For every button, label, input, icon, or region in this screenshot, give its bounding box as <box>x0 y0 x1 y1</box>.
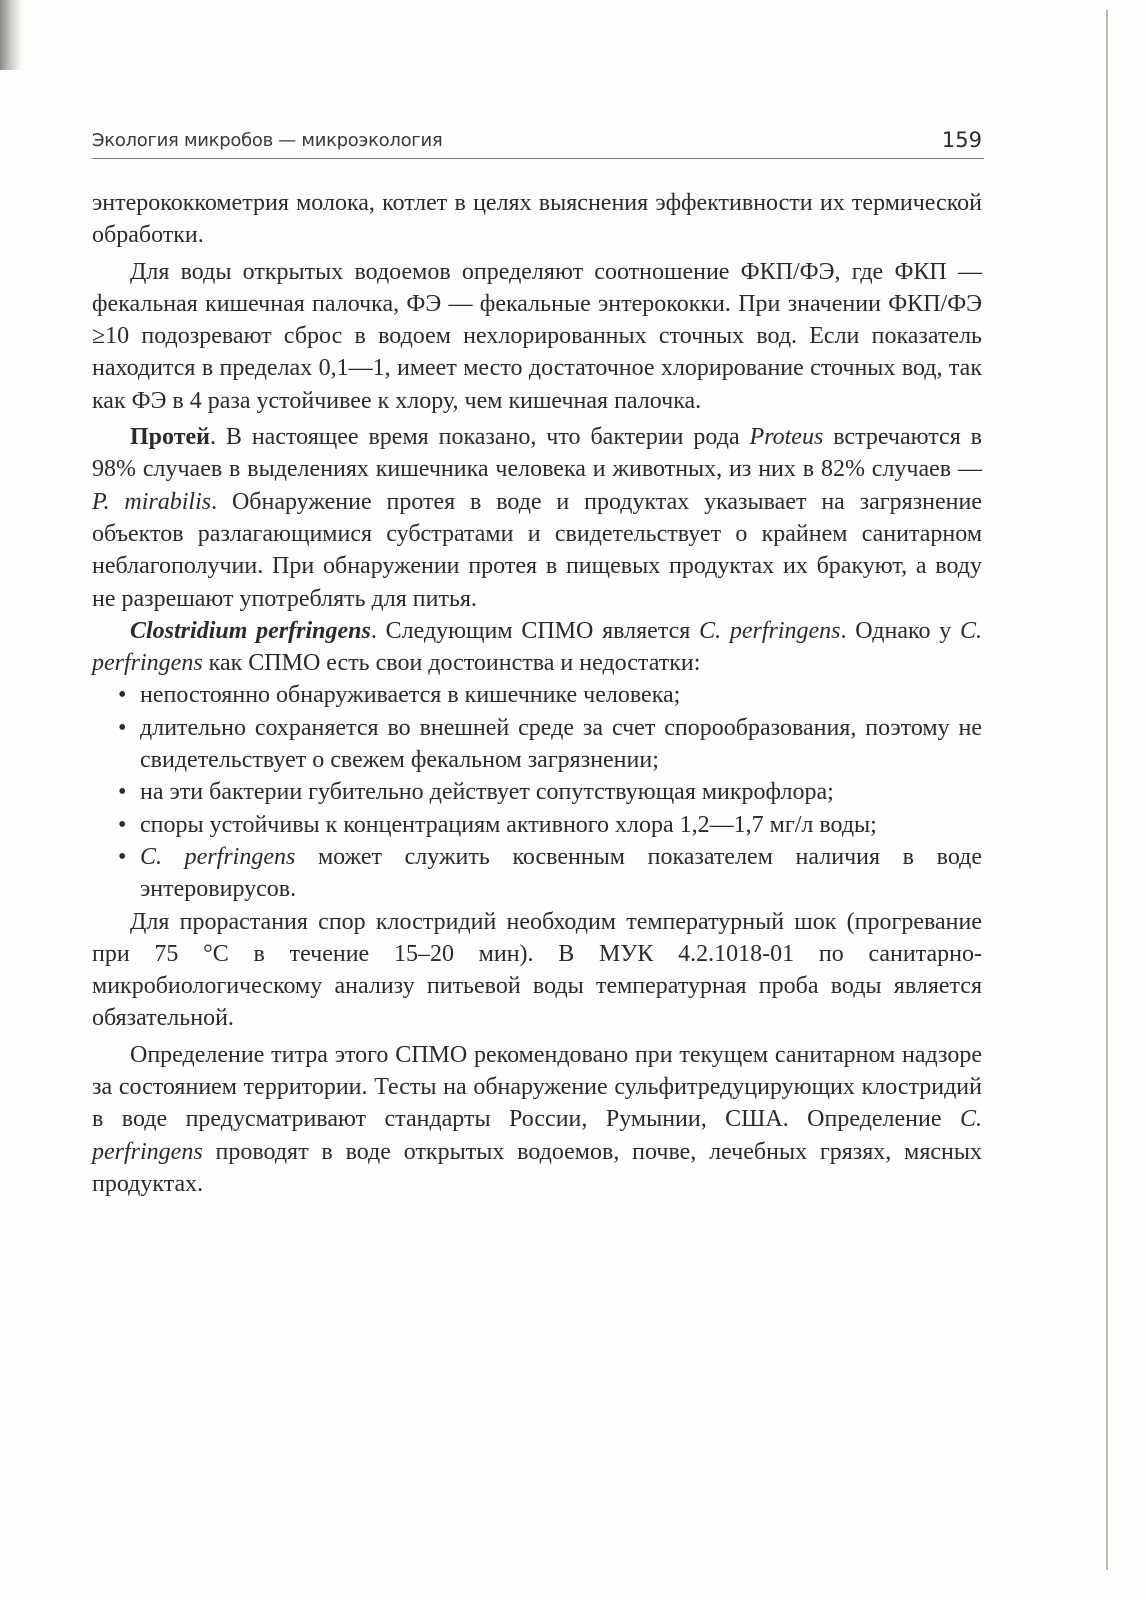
text-run: . Следующим СПМО является <box>370 617 700 644</box>
bullet-icon: • <box>118 682 127 709</box>
body-text <box>92 187 982 1200</box>
taxon-name: C. perfringens <box>92 1106 982 1165</box>
paragraph-5: Для прорастания спор клостридий необходим температурный шок (прогревание при 75 °С в течение 15–20 мин). В МУК 4.2.1018-01 по санитарно-микробиологическому анализу питьевой воды температурная проба воды является обязательной. <box>92 908 982 1032</box>
list-item <box>118 712 982 777</box>
list-item-text: споры устойчивы к концентрациям активного хлора 1,2—1,7 мг/л воды; <box>140 811 877 838</box>
bullet-list <box>92 679 982 905</box>
list-item <box>118 776 982 808</box>
page-edge-line <box>1106 10 1108 1570</box>
list-item <box>118 841 982 906</box>
bullet-icon: • <box>118 811 127 838</box>
list-item-text: длительно сохраняется во внешней среде за счет спорообразования, поэтому не свидетельствует о свежем фекальном загрязнении; <box>140 714 982 774</box>
paragraph-6 <box>92 1039 982 1200</box>
text-run: встречаются в 98% случаев в выделениях кишечника человека и животных, из них в 82% случаев — <box>92 424 982 483</box>
text-run: . Однако у <box>840 617 960 644</box>
taxon-name: P. mirabilis <box>92 488 212 515</box>
list-item-text: может служить косвенным показателем наличия в воде энтеровирусов. <box>140 843 982 903</box>
taxon-name: C. perfringens <box>699 617 841 644</box>
text-run: . В настоящее время показано, что бактерии рода <box>209 424 750 451</box>
bullet-icon: • <box>118 843 127 870</box>
list-item-text: на эти бактерии губительно действует сопутствующая микрофлора; <box>140 779 834 806</box>
text-run: как СПМО есть свои достоинства и недостатки: <box>202 650 701 677</box>
bullet-icon: • <box>118 714 127 741</box>
taxon-name: Proteus <box>749 424 824 451</box>
page-number: 159 <box>941 128 982 152</box>
bullet-icon: • <box>118 779 127 806</box>
text-run: проводят в воде открытых водоемов, почве, лечебных грязях, мясных продуктах. <box>92 1138 982 1197</box>
running-header <box>92 128 984 159</box>
taxon-name: C. perfringens <box>140 843 296 870</box>
paragraph-1: энтерококкометрия молока, котлет в целях выяснения эффективности их термической обработки. <box>92 190 982 249</box>
list-item <box>118 809 982 841</box>
text-run: Определение титра этого СПМО рекомендовано при текущем санитарном надзоре за состоянием территории. Тесты на обнаружение сульфитредуцирующих клостридий в воде предусматривают стандарты России, Румынии, США. Определение <box>92 1041 982 1133</box>
running-title: Экология микробов — микроэкология <box>92 130 443 151</box>
paragraph-3 <box>92 421 982 615</box>
paragraph-4 <box>92 615 982 680</box>
scan-shadow-left <box>0 0 22 70</box>
text-run: . Обнаружение протея в воде и продуктах указывает на загрязнение объектов разлагающимися субстратами и свидетельствует о крайнем санитарном неблагополучии. При обнаружении протея в пищевых продуктах их бракуют, а воду не разрешают употреблять для питья. <box>92 488 983 612</box>
run-in-heading-clostridium: Clostridium perfringens <box>130 617 371 644</box>
list-item <box>118 679 982 711</box>
taxon-name: C. perfringens <box>92 617 982 677</box>
run-in-heading-proteus: Протей <box>130 424 210 451</box>
list-item-text: непостоянно обнаруживается в кишечнике человека; <box>140 682 681 709</box>
paragraph-2: Для воды открытых водоемов определяют соотношение ФКП/ФЭ, где ФКП — фекальная кишечная палочка, ФЭ — фекальные энтерококки. При значении ФКП/ФЭ ≥10 подозревают сброс в водоем нехлорированных сточных вод. Если показатель находится в пределах 0,1—1, имеет место достаточное хлорирование сточных вод, так как ФЭ в 4 раза устойчивее к хлору, чем кишечная палочка. <box>92 258 982 414</box>
